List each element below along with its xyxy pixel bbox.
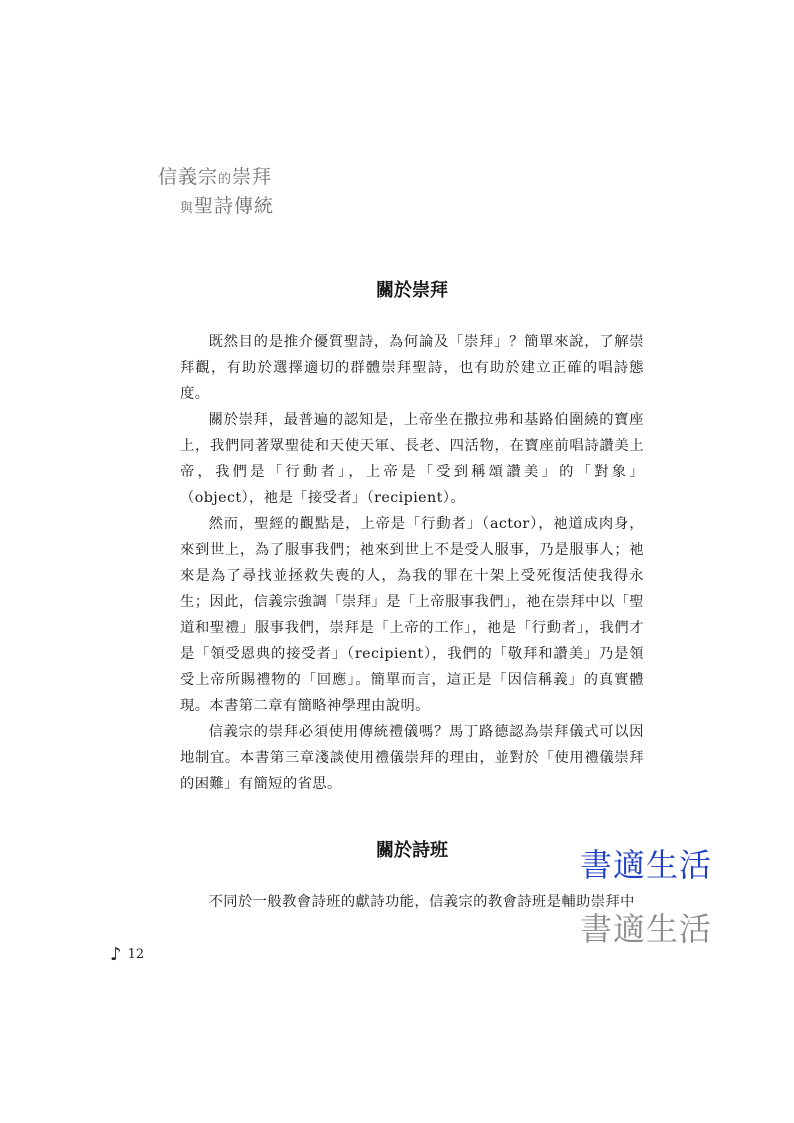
paragraph: 關於崇拜，最普遍的認知是，上帝坐在撒拉弗和基路伯圍繞的寶座上，我們同著眾聖徒和天使天軍、長老、四活物，在寶座前唱詩讚美上帝，我們是「行動者」，上帝是「受到稱頌讚美」的「對象」（object），祂是「接受者」（recipient）。 bbox=[180, 412, 644, 506]
paragraph: 信義宗的崇拜必須使用傳統禮儀嗎？馬丁路德認為崇拜儀式可以因地制宜。本書第三章淺談使用禮儀崇拜的理由，並對於「使用禮儀崇拜的困難」有簡短的省思。 bbox=[180, 724, 644, 792]
running-head-part: 與 bbox=[180, 201, 195, 216]
paragraph: 然而，聖經的觀點是，上帝是「行動者」（actor），祂道成肉身，來到世上，為了服事我們；祂來到世上不是受人服事，乃是服事人；祂來是為了尋找並拯救失喪的人，為我的罪在十架上受死復活使我得永生；因此，信義宗強調「崇拜」是「上帝服事我們」，祂在崇拜中以「聖道和聖禮」服事我們，崇拜是「上帝的工作」，祂是「行動者」，我們才是「領受恩典的接受者」（recipient），我們的「敬拜和讚美」乃是領受上帝所賜禮物的「回應」。簡單而言，這正是「因信稱義」的真實體現。本書第二章有簡略神學理由說明。 bbox=[180, 516, 644, 714]
section-title-worship: 關於崇拜 bbox=[376, 280, 448, 301]
paragraph: 既然目的是推介優質聖詩，為何論及「崇拜」？簡單來說，了解崇拜觀，有助於選擇適切的群體崇拜聖詩，也有助於建立正確的唱詩態度。 bbox=[180, 334, 644, 402]
section-body-choir bbox=[180, 889, 644, 915]
running-head-part: 崇拜 bbox=[232, 166, 273, 188]
running-head-line-1 bbox=[158, 164, 274, 193]
running-head-part: 的 bbox=[218, 172, 233, 187]
page-number: 12 bbox=[127, 947, 145, 962]
section-body-worship bbox=[180, 329, 644, 797]
running-head-line-2 bbox=[180, 193, 274, 222]
running-head bbox=[158, 164, 274, 222]
watermark-gray: 書適生活 bbox=[580, 910, 713, 948]
watermark-blue: 書適生活 bbox=[580, 846, 713, 884]
running-head-part: 聖詩傳統 bbox=[194, 195, 275, 217]
paragraph: 不同於一般教會詩班的獻詩功能，信義宗的教會詩班是輔助崇拜中 bbox=[208, 894, 635, 910]
page-footer bbox=[110, 944, 144, 965]
music-note-icon: ♪ bbox=[110, 944, 122, 965]
running-head-part: 信義宗 bbox=[158, 166, 219, 188]
section-title-choir: 關於詩班 bbox=[376, 840, 448, 861]
